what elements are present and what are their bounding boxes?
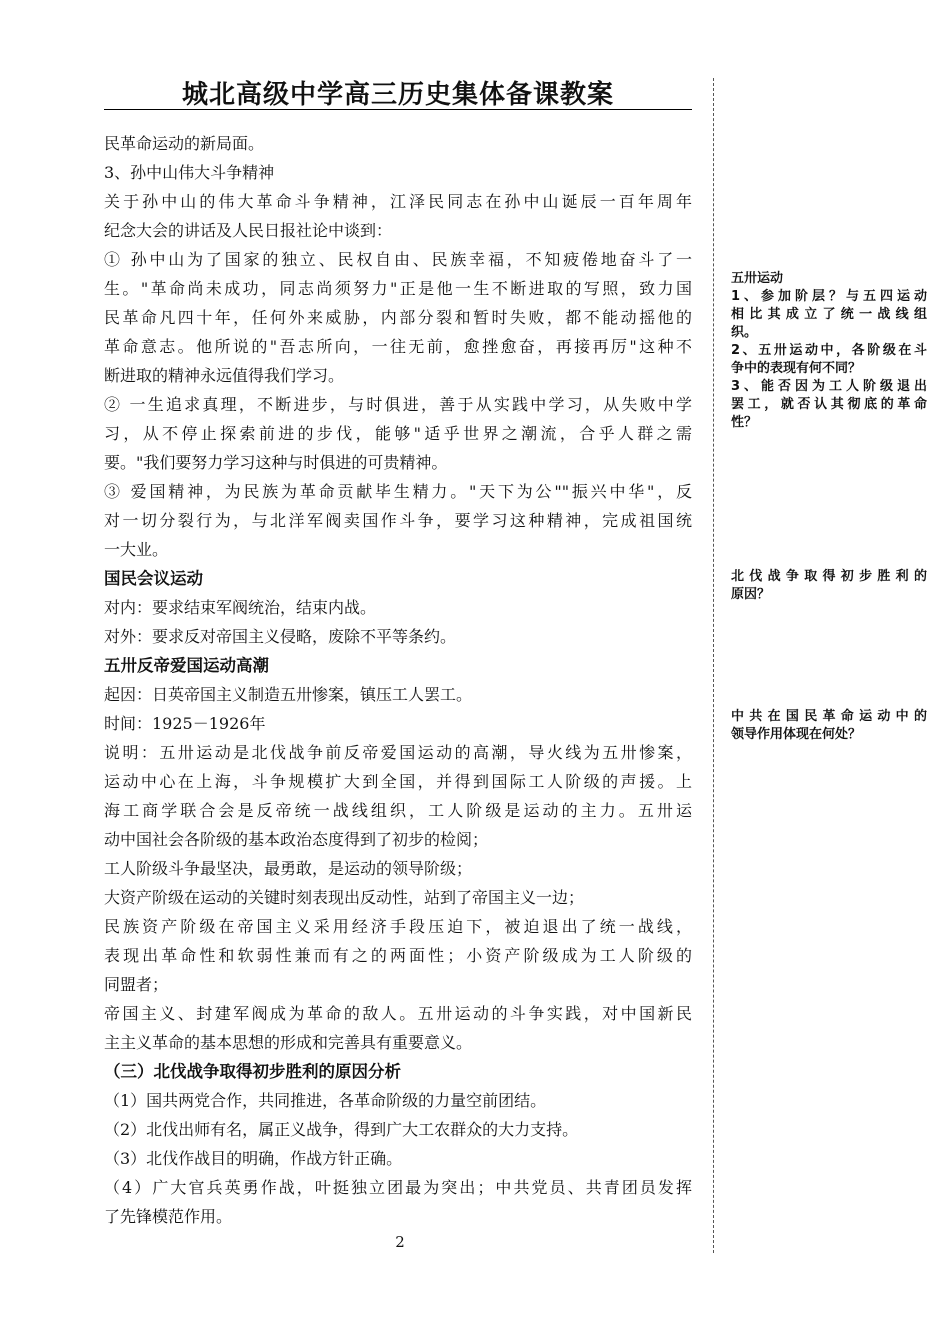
text-line: 工人阶级斗争最坚决，最勇敢，是运动的领导阶级； [104, 859, 473, 878]
text-line: 关于孙中山的伟大革命斗争精神，江泽民同志在孙中山诞辰一百年周年 [104, 192, 692, 211]
note-line: 罢工，就否认其彻底的革命 [731, 397, 927, 412]
section-heading: （三）北伐战争取得初步胜利的原因分析 [104, 1062, 401, 1081]
page-number: 2 [395, 1233, 405, 1251]
section-heading: 国民会议运动 [104, 569, 203, 588]
note-line: 性？ [731, 415, 758, 430]
list-item: （3）北伐作战目的明确，作战方针正确。 [104, 1149, 403, 1168]
text-line: ② 一生追求真理，不断进步，与时俱进，善于从实践中学习，从失败中学 [104, 395, 692, 414]
section-heading: 五卅反帝爱国运动高潮 [104, 656, 269, 675]
text-line: 表现出革命性和软弱性兼而有之的两面性；小资产阶级成为工人阶级的 [104, 946, 692, 965]
text-line: 时间：1925－1926年 [104, 714, 266, 733]
list-item: （1）国共两党合作，共同推进，各革命阶级的力量空前团结。 [104, 1091, 547, 1110]
margin-note-ccp-leadership [731, 708, 927, 744]
text-line: 民革命运动的新局面。 [104, 134, 265, 153]
page-title: 城北高级中学高三历史集体备课教案 [181, 80, 614, 110]
text-line: 民革命凡四十年，任何外来威胁，内部分裂和暂时失败，都不能动摇他的 [104, 308, 692, 327]
text-line: 纪念大会的讲话及人民日报社论中谈到： [104, 221, 393, 240]
note-line: 织。 [731, 325, 758, 340]
text-line: 主主义革命的基本思想的形成和完善具有重要意义。 [104, 1033, 473, 1052]
text-line: 生。"革命尚未成功，同志尚须努力"正是他一生不断进取的写照，致力国 [104, 279, 692, 298]
note-line: 中共在国民革命运动中的 [731, 709, 927, 724]
title-underline [104, 109, 692, 110]
note-line: 争中的表现有何不同？ [731, 361, 862, 376]
text-line: ① 孙中山为了国家的独立、民权自由、民族幸福，不知疲倦地奋斗了一 [104, 250, 692, 269]
text-line: 革命意志。他所说的"吾志所向，一往无前，愈挫愈奋，再接再厉"这种不 [104, 337, 692, 356]
note-line: 五卅运动 [731, 271, 784, 286]
note-line: 2、五卅运动中，各阶级在斗 [731, 343, 927, 358]
text-line: 民族资产阶级在帝国主义采用经济手段压迫下，被迫退出了统一战线， [104, 917, 692, 936]
margin-note-northern-expedition [731, 568, 927, 604]
text-line: 对外：要求反对帝国主义侵略，废除不平等条约。 [104, 627, 457, 646]
note-line: 相比其成立了统一战线组 [731, 307, 927, 322]
text-line: 要。"我们要努力学习这种与时俱进的可贵精神。 [104, 453, 448, 472]
text-line: 对一切分裂行为，与北洋军阀卖国作斗争，要学习这种精神，完成祖国统 [104, 511, 692, 530]
note-line: 北伐战争取得初步胜利的 [731, 569, 927, 584]
text-line: 运动中心在上海，斗争规模扩大到全国，并得到国际工人阶级的声援。上 [104, 772, 692, 791]
text-line: 说明：五卅运动是北伐战争前反帝爱国运动的高潮，导火线为五卅惨案， [104, 743, 692, 762]
text-line: 一大业。 [104, 540, 169, 559]
note-line: 领导作用体现在何处？ [731, 727, 862, 742]
margin-divider [713, 78, 714, 1253]
note-line: 1、参加阶层？与五四运动 [731, 289, 927, 304]
main-text [104, 129, 692, 1231]
list-item: （4）广大官兵英勇作战，叶挺独立团最为突出；中共党员、共青团员发挥 [104, 1178, 692, 1197]
margin-note-may30 [731, 270, 927, 432]
text-line: 习，从不停止探索前进的步伐，能够"适乎世界之潮流，合乎人群之需 [104, 424, 692, 443]
text-line: 同盟者； [104, 975, 169, 994]
text-line: 大资产阶级在运动的关键时刻表现出反动性，站到了帝国主义一边； [104, 888, 585, 907]
text-line: 对内：要求结束军阀统治，结束内战。 [104, 598, 377, 617]
note-line: 3、能否因为工人阶级退出 [731, 379, 927, 394]
text-line: 帝国主义、封建军阀成为革命的敌人。五卅运动的斗争实践，对中国新民 [104, 1004, 692, 1023]
text-line: 断进取的精神永远值得我们学习。 [104, 366, 345, 385]
text-line: 海工商学联合会是反帝统一战线组织，工人阶级是运动的主力。五卅运 [104, 801, 692, 820]
note-line: 原因？ [731, 587, 771, 602]
section-subheading: 3、孙中山伟大斗争精神 [104, 163, 275, 182]
text-line: 起因：日英帝国主义制造五卅惨案，镇压工人罢工。 [104, 685, 473, 704]
list-item: 了先锋模范作用。 [104, 1207, 233, 1226]
text-line: ③ 爱国精神，为民族为革命贡献毕生精力。"天下为公""振兴中华"，反 [104, 482, 692, 501]
list-item: （2）北伐出师有名，属正义战争，得到广大工农群众的大力支持。 [104, 1120, 579, 1139]
text-line: 动中国社会各阶级的基本政治态度得到了初步的检阅； [104, 830, 489, 849]
